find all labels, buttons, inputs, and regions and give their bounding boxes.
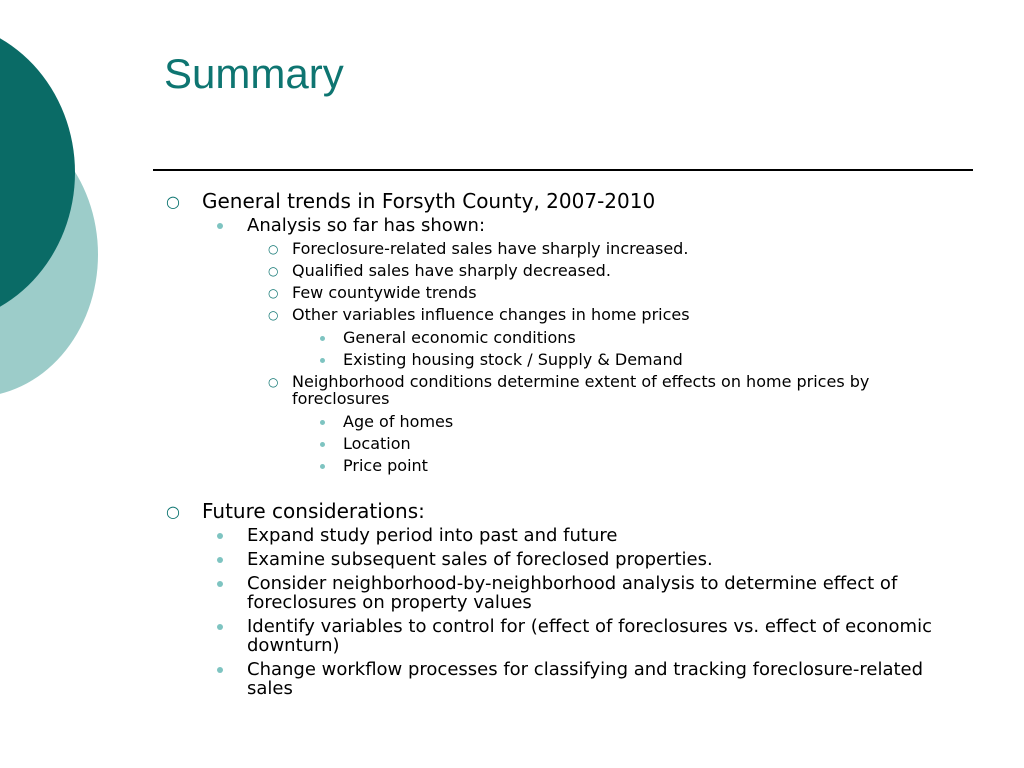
section-heading: General trends in Forsyth County, 2007-2010: [202, 189, 656, 213]
dot-bullet-icon: [320, 420, 325, 425]
finding-text: Foreclosure-related sales have sharply increased.: [292, 239, 689, 258]
factor-text: Age of homes: [343, 412, 454, 431]
hollow-bullet-icon: ○: [268, 264, 279, 278]
section-heading: Future considerations:: [202, 499, 425, 523]
consideration-text: Consider neighborhood-by-neighborhood analysis to determine effect of foreclosures on property values: [247, 573, 898, 613]
variable-text: Existing housing stock / Supply & Demand: [343, 350, 683, 369]
list-item: [215, 574, 955, 612]
hollow-bullet-icon: ○: [268, 308, 279, 322]
hollow-bullet-icon: ○: [268, 375, 279, 389]
section-general-trends: [164, 189, 984, 213]
finding-text: Few countywide trends: [292, 283, 477, 302]
dot-bullet-icon: [217, 557, 223, 563]
list-item: [316, 413, 966, 430]
dot-bullet-icon: [320, 464, 325, 469]
hollow-bullet-icon: ○: [166, 502, 180, 521]
list-item: [268, 306, 968, 323]
dot-bullet-icon: [320, 336, 325, 341]
hollow-bullet-icon: ○: [166, 192, 180, 211]
finding-text: Other variables influence changes in home prices: [292, 305, 690, 324]
variable-text: General economic conditions: [343, 328, 576, 347]
list-item: [215, 550, 955, 569]
list-item: [316, 351, 966, 368]
sub-heading: Analysis so far has shown:: [247, 215, 486, 236]
list-item: [316, 457, 966, 474]
finding-text: Qualified sales have sharply decreased.: [292, 261, 611, 280]
consideration-text: Identify variables to control for (effect of foreclosures vs. effect of economic downturn): [247, 616, 932, 656]
list-item: [215, 660, 955, 698]
consideration-text: Examine subsequent sales of foreclosed properties.: [247, 549, 713, 570]
list-item: [215, 526, 955, 545]
consideration-text: Change workflow processes for classifying and tracking foreclosure-related sales: [247, 659, 924, 699]
list-item: [316, 435, 966, 452]
dot-bullet-icon: [217, 533, 223, 539]
dot-bullet-icon: [217, 223, 223, 229]
finding-text: Neighborhood conditions determine extent of effects on home prices by foreclosures: [292, 372, 870, 408]
factor-text: Price point: [343, 456, 428, 475]
list-item: [268, 284, 968, 301]
list-item: [215, 617, 955, 655]
title-divider: [153, 169, 973, 171]
section-future-considerations: [164, 499, 984, 523]
list-item: [268, 262, 968, 279]
dot-bullet-icon: [217, 581, 223, 587]
dot-bullet-icon: [217, 624, 223, 630]
hollow-bullet-icon: ○: [268, 286, 279, 300]
consideration-text: Expand study period into past and future: [247, 525, 618, 546]
dot-bullet-icon: [217, 667, 223, 673]
dot-bullet-icon: [320, 358, 325, 363]
list-item: [215, 216, 955, 235]
list-item: [268, 373, 968, 407]
list-item: [316, 329, 966, 346]
list-item: [164, 499, 984, 523]
sub-section-analysis: [215, 216, 955, 235]
slide-title: Summary: [164, 50, 344, 97]
list-item: [268, 240, 968, 257]
dot-bullet-icon: [320, 442, 325, 447]
factor-text: Location: [343, 434, 411, 453]
hollow-bullet-icon: ○: [268, 242, 279, 256]
list-item: [164, 189, 984, 213]
